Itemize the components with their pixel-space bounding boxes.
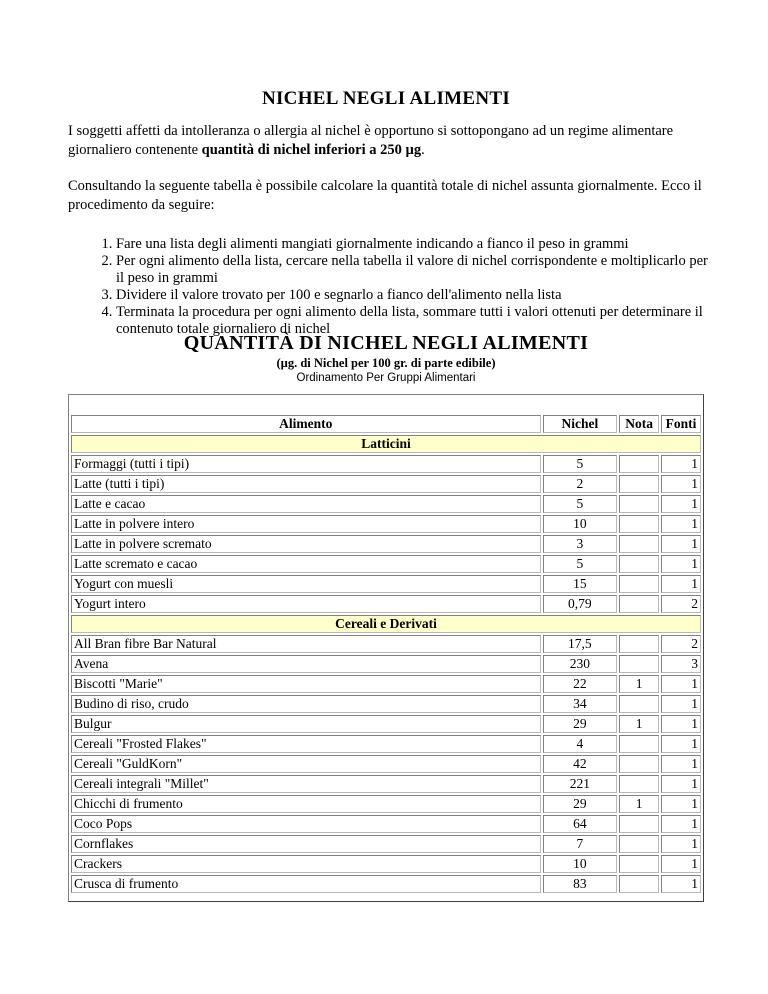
group-name: Cereali e Derivati: [71, 615, 701, 633]
cell-nota: [619, 555, 659, 573]
table-row: [71, 855, 701, 873]
header-nichel: Nichel: [543, 415, 618, 433]
table-row: [71, 755, 701, 773]
table-row: [71, 495, 701, 513]
step-item: 3. Dividere il valore trovato per 100 e segnarlo a fianco dell'alimento nella lista: [116, 287, 716, 304]
group-header-row: [71, 615, 701, 633]
intro-emphasis: quantità di nichel inferiori a 250 µg: [201, 142, 422, 158]
table-body: [71, 435, 701, 893]
cell-nota: [619, 775, 659, 793]
intro-paragraph-2: Consultando la seguente tabella è possibile calcolare la quantità totale di nichel assunta giornalmente. Ecco il procedimento da seguire:: [68, 178, 702, 213]
cell-nichel: 29: [543, 795, 618, 813]
nickel-table-frame: [68, 394, 704, 902]
cell-nichel: 64: [543, 815, 618, 833]
table-row: [71, 695, 701, 713]
cell-fonti: 1: [661, 575, 701, 593]
cell-fonti: 1: [661, 755, 701, 773]
table-row: [71, 655, 701, 673]
table-row: [71, 815, 701, 833]
header-nota: Nota: [619, 415, 659, 433]
cell-nichel: 10: [543, 855, 618, 873]
cell-alimento: Biscotti "Marie": [71, 675, 541, 693]
cell-nota: [619, 835, 659, 853]
cell-nichel: 10: [543, 515, 618, 533]
cell-alimento: Cereali integrali "Millet": [71, 775, 541, 793]
cell-fonti: 1: [661, 495, 701, 513]
cell-nichel: 42: [543, 755, 618, 773]
cell-nota: [619, 735, 659, 753]
table-title: QUANTITÀ DI NICHEL NEGLI ALIMENTI: [183, 332, 589, 354]
cell-alimento: Cereali "Frosted Flakes": [71, 735, 541, 753]
cell-nichel: 4: [543, 735, 618, 753]
table-row: [71, 575, 701, 593]
cell-alimento: Latte scremato e cacao: [71, 555, 541, 573]
cell-nichel: 29: [543, 715, 618, 733]
cell-nichel: 83: [543, 875, 618, 893]
table-order-note: Ordinamento Per Gruppi Alimentari: [296, 372, 476, 384]
cell-nota: 1: [619, 675, 659, 693]
cell-nota: [619, 515, 659, 533]
cell-nichel: 22: [543, 675, 618, 693]
cell-fonti: 1: [661, 675, 701, 693]
cell-fonti: 1: [661, 475, 701, 493]
cell-fonti: 1: [661, 735, 701, 753]
table-row: [71, 535, 701, 553]
intro-text-end: .: [421, 142, 425, 158]
cell-nichel: 17,5: [543, 635, 618, 653]
table-row: [71, 735, 701, 753]
cell-alimento: Budino di riso, crudo: [71, 695, 541, 713]
table-row: [71, 515, 701, 533]
table-row: [71, 795, 701, 813]
intro-paragraph-1: [68, 122, 704, 160]
cell-nota: [619, 855, 659, 873]
cell-nichel: 5: [543, 555, 618, 573]
step-item: 1. Fare una lista degli alimenti mangiati giornalmente indicando a fianco il peso in grammi: [116, 236, 716, 253]
cell-nota: [619, 755, 659, 773]
cell-alimento: Avena: [71, 655, 541, 673]
intro-text: I soggetti affetti da intolleranza o allergia al nichel è opportuno si sottopongano ad un regime alimentare giornaliero contenente: [68, 123, 674, 158]
cell-nota: [619, 475, 659, 493]
group-header-row: [71, 435, 701, 453]
cell-nota: [619, 695, 659, 713]
table-row: [71, 775, 701, 793]
cell-nichel: 5: [543, 455, 618, 473]
cell-nota: [619, 815, 659, 833]
cell-nota: [619, 635, 659, 653]
cell-fonti: 1: [661, 875, 701, 893]
cell-nota: [619, 495, 659, 513]
cell-nota: [619, 595, 659, 613]
cell-fonti: 1: [661, 535, 701, 553]
cell-nichel: 15: [543, 575, 618, 593]
cell-alimento: Cornflakes: [71, 835, 541, 853]
cell-fonti: 2: [661, 595, 701, 613]
cell-fonti: 1: [661, 775, 701, 793]
cell-alimento: Cereali "GuldKorn": [71, 755, 541, 773]
cell-fonti: 1: [661, 835, 701, 853]
cell-alimento: Yogurt intero: [71, 595, 541, 613]
table-row: [71, 455, 701, 473]
cell-alimento: Bulgur: [71, 715, 541, 733]
cell-alimento: Yogurt con muesli: [71, 575, 541, 593]
cell-nichel: 3: [543, 535, 618, 553]
cell-nichel: 230: [543, 655, 618, 673]
cell-alimento: Latte e cacao: [71, 495, 541, 513]
cell-alimento: Latte in polvere scremato: [71, 535, 541, 553]
cell-nota: [619, 535, 659, 553]
cell-nichel: 2: [543, 475, 618, 493]
cell-nichel: 34: [543, 695, 618, 713]
cell-nota: 1: [619, 715, 659, 733]
nickel-table: [69, 413, 703, 895]
cell-nota: 1: [619, 795, 659, 813]
cell-fonti: 1: [661, 815, 701, 833]
cell-fonti: 1: [661, 715, 701, 733]
cell-alimento: Crackers: [71, 855, 541, 873]
cell-fonti: 1: [661, 695, 701, 713]
cell-alimento: Latte in polvere intero: [71, 515, 541, 533]
cell-fonti: 1: [661, 795, 701, 813]
cell-nichel: 0,79: [543, 595, 618, 613]
table-row: [71, 475, 701, 493]
cell-fonti: 2: [661, 635, 701, 653]
procedure-steps: [68, 236, 716, 338]
cell-alimento: Latte (tutti i tipi): [71, 475, 541, 493]
cell-alimento: Coco Pops: [71, 815, 541, 833]
table-row: [71, 835, 701, 853]
group-name: Latticini: [71, 435, 701, 453]
table-header-row: [71, 415, 701, 433]
cell-alimento: Chicchi di frumento: [71, 795, 541, 813]
cell-nichel: 7: [543, 835, 618, 853]
cell-fonti: 3: [661, 655, 701, 673]
cell-nota: [619, 875, 659, 893]
table-row: [71, 595, 701, 613]
step-item: 4. Terminata la procedura per ogni alimento della lista, sommare tutti i valori ottenuti per determinare il contenuto totale giornaliero di nichel: [116, 304, 716, 338]
header-alimento: Alimento: [71, 415, 541, 433]
step-item: 2. Per ogni alimento della lista, cercare nella tabella il valore di nichel corrispondente e moltiplicarlo per il peso in grammi: [116, 253, 716, 287]
cell-nota: [619, 655, 659, 673]
cell-fonti: 1: [661, 855, 701, 873]
table-row: [71, 635, 701, 653]
header-fonti: Fonti: [661, 415, 701, 433]
cell-alimento: Crusca di frumento: [71, 875, 541, 893]
cell-alimento: Formaggi (tutti i tipi): [71, 455, 541, 473]
cell-fonti: 1: [661, 515, 701, 533]
table-unit-note: (µg. di Nichel per 100 gr. di parte edibile): [276, 356, 496, 370]
table-row: [71, 675, 701, 693]
cell-nota: [619, 455, 659, 473]
cell-nichel: 221: [543, 775, 618, 793]
cell-fonti: 1: [661, 455, 701, 473]
cell-nota: [619, 575, 659, 593]
table-row: [71, 555, 701, 573]
cell-nichel: 5: [543, 495, 618, 513]
page-title: NICHEL NEGLI ALIMENTI: [261, 88, 511, 109]
cell-alimento: All Bran fibre Bar Natural: [71, 635, 541, 653]
table-row: [71, 875, 701, 893]
table-row: [71, 715, 701, 733]
cell-fonti: 1: [661, 555, 701, 573]
